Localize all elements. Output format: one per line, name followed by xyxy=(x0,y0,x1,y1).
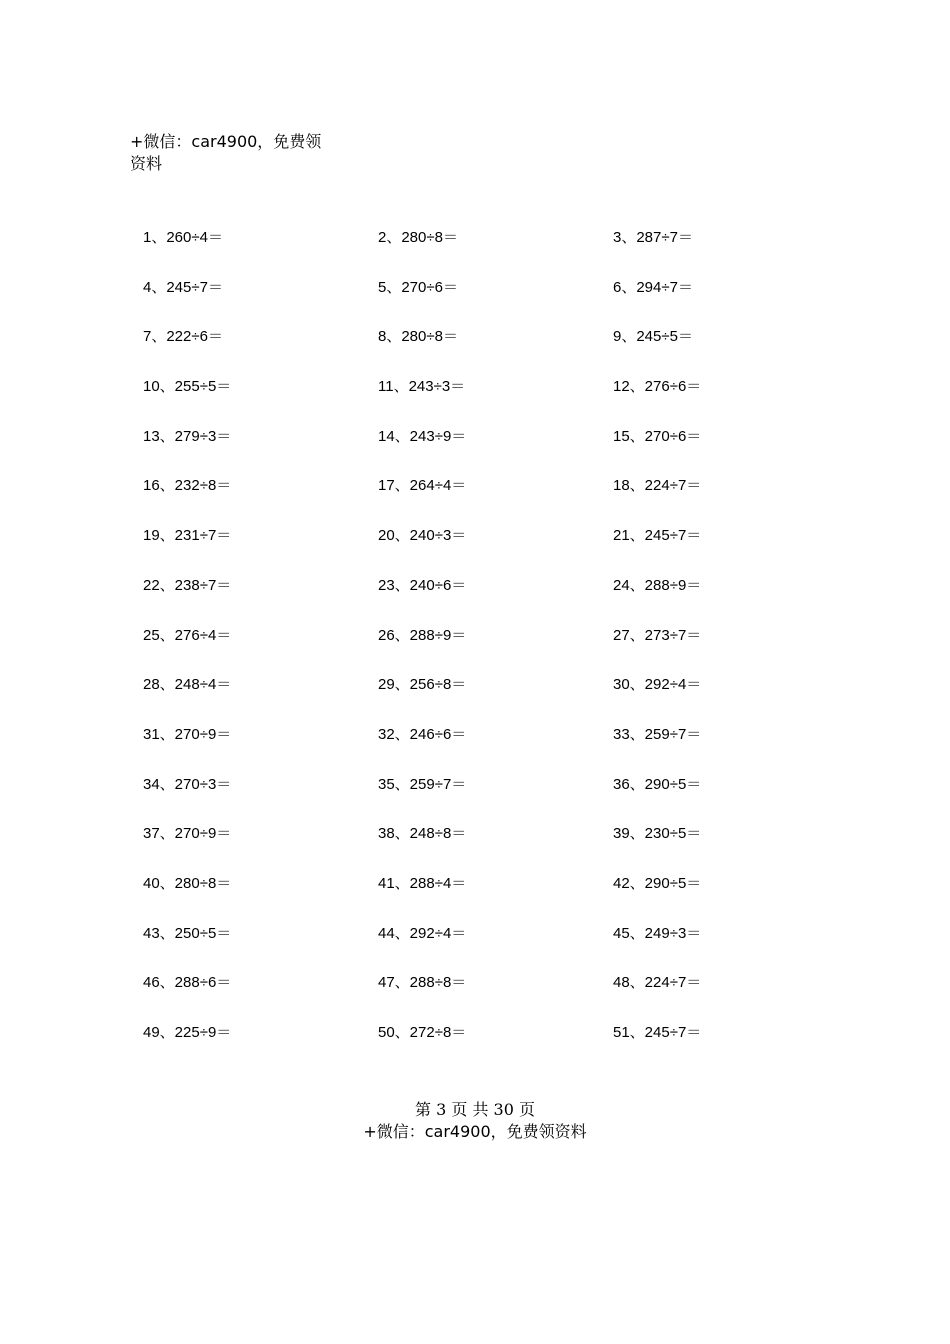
problem-item: 8、280÷8＝ xyxy=(378,328,458,346)
problem-row xyxy=(0,426,950,476)
problem-item: 34、270÷3＝ xyxy=(143,775,232,793)
problem-item: 26、288÷9＝ xyxy=(378,626,467,644)
problem-item: 45、249÷3＝ xyxy=(613,924,702,942)
problem-item: 33、259÷7＝ xyxy=(613,725,702,743)
problem-item: 50、272÷8＝ xyxy=(378,1024,467,1041)
problem-row xyxy=(0,724,950,774)
problem-item: 32、246÷6＝ xyxy=(378,725,467,743)
problem-item: 43、250÷5＝ xyxy=(143,924,232,942)
problem-item: 4、245÷7＝ xyxy=(143,278,223,296)
problem-row xyxy=(0,774,950,824)
problem-item: 48、224÷7＝ xyxy=(613,974,702,992)
problem-item: 44、292÷4＝ xyxy=(378,924,467,942)
footer-promo: +微信：car4900，免费领资料 xyxy=(363,1122,587,1141)
problem-item: 12、276÷6＝ xyxy=(613,378,702,396)
problem-item: 27、273÷7＝ xyxy=(613,626,702,644)
problem-item: 36、290÷5＝ xyxy=(613,775,702,793)
problem-item: 22、238÷7＝ xyxy=(143,576,232,594)
problem-row xyxy=(0,475,950,525)
problem-item: 6、294÷7＝ xyxy=(613,278,693,296)
problem-row xyxy=(0,873,950,923)
problem-item: 23、240÷6＝ xyxy=(378,576,467,594)
problem-item: 40、280÷8＝ xyxy=(143,874,232,892)
problem-item: 29、256÷8＝ xyxy=(378,676,467,694)
problem-item: 51、245÷7＝ xyxy=(613,1024,702,1041)
problem-item: 2、280÷8＝ xyxy=(378,229,458,246)
problem-row xyxy=(0,525,950,575)
problem-item: 20、240÷3＝ xyxy=(378,527,467,545)
problem-item: 42、290÷5＝ xyxy=(613,874,702,892)
problem-row xyxy=(0,277,950,327)
problem-item: 10、255÷5＝ xyxy=(143,378,232,396)
problem-item: 25、276÷4＝ xyxy=(143,626,232,644)
header-promo xyxy=(130,131,330,175)
problem-item: 3、287÷7＝ xyxy=(613,229,693,246)
problem-item: 28、248÷4＝ xyxy=(143,676,232,694)
problem-row xyxy=(0,575,950,625)
problem-item: 16、232÷8＝ xyxy=(143,477,232,495)
problem-row xyxy=(0,972,950,1022)
problem-row xyxy=(0,326,950,376)
problem-grid xyxy=(0,227,950,1072)
problem-row xyxy=(0,1022,950,1072)
header-promo-line1: +微信：car4900，免费领 xyxy=(130,132,322,151)
problem-item: 9、245÷5＝ xyxy=(613,328,693,346)
page-number: 第 3 页 共 30 页 xyxy=(415,1100,535,1119)
problem-item: 11、243÷3＝ xyxy=(378,378,466,396)
problem-item: 7、222÷6＝ xyxy=(143,328,223,346)
problem-item: 46、288÷6＝ xyxy=(143,974,232,992)
problem-item: 35、259÷7＝ xyxy=(378,775,467,793)
problem-item: 47、288÷8＝ xyxy=(378,974,467,992)
problem-item: 37、270÷9＝ xyxy=(143,825,232,843)
problem-row xyxy=(0,376,950,426)
problem-item: 1、260÷4＝ xyxy=(143,229,223,246)
problem-item: 13、279÷3＝ xyxy=(143,427,232,445)
problem-item: 24、288÷9＝ xyxy=(613,576,702,594)
problem-row xyxy=(0,625,950,675)
problem-item: 38、248÷8＝ xyxy=(378,825,467,843)
problem-item: 5、270÷6＝ xyxy=(378,278,458,296)
problem-item: 31、270÷9＝ xyxy=(143,725,232,743)
problem-item: 14、243÷9＝ xyxy=(378,427,467,445)
problem-row xyxy=(0,923,950,973)
problem-item: 18、224÷7＝ xyxy=(613,477,702,495)
problem-item: 17、264÷4＝ xyxy=(378,477,467,495)
problem-item: 49、225÷9＝ xyxy=(143,1024,232,1041)
problem-item: 39、230÷5＝ xyxy=(613,825,702,843)
problem-item: 15、270÷6＝ xyxy=(613,427,702,445)
problem-row xyxy=(0,674,950,724)
problem-row xyxy=(0,823,950,873)
problem-item: 19、231÷7＝ xyxy=(143,527,232,545)
problem-item: 21、245÷7＝ xyxy=(613,527,702,545)
problem-item: 30、292÷4＝ xyxy=(613,676,702,694)
problem-item: 41、288÷4＝ xyxy=(378,874,467,892)
header-promo-line2: 资料 xyxy=(130,154,163,173)
problem-row xyxy=(0,227,950,277)
